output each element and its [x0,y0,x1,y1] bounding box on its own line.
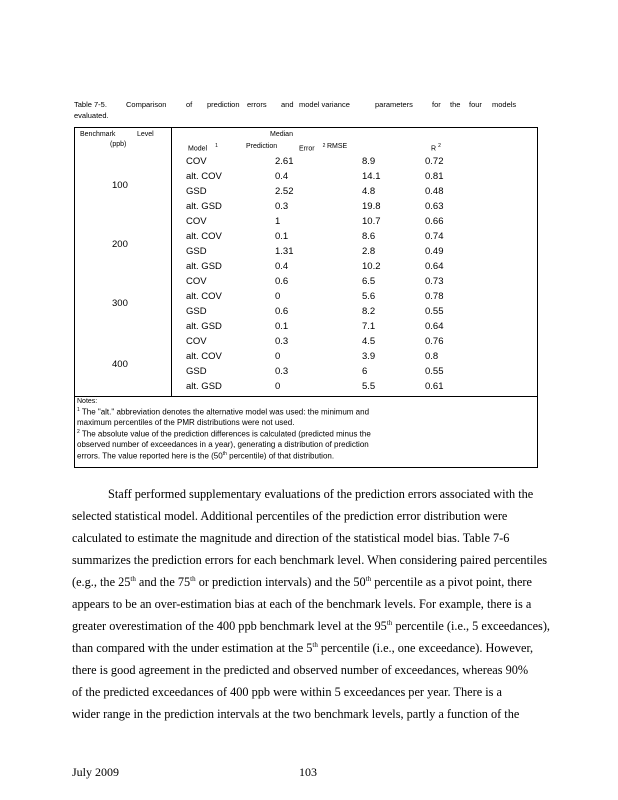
header-model: Model $^1$ [188,143,218,153]
cell-median: 0.3 [275,336,289,347]
cell-rmse: 5.5 [362,381,376,392]
cell-median: 0.6 [275,276,289,287]
header-prediction: Prediction [246,143,278,150]
level-200: 200 [112,239,128,250]
note-1-line-2: maximum percentiles of the PMR distributions were not used. [77,418,295,427]
footer-date: July 2009 [72,765,120,779]
cell-model: GSD [186,246,207,257]
cell-rmse: 10.7 [362,216,381,227]
header-level: Level [137,131,154,138]
body-line: summarizes the prediction errors for each benchmark level. When considering paired percentiles [72,553,548,567]
cell-r2: 0.81 [425,171,444,182]
cell-rmse: 2.8 [362,246,376,257]
caption-word: for [432,100,441,109]
cell-model: COV [186,336,207,347]
cell-model: GSD [186,366,207,377]
body-line: than compared with the under estimation at the 5th percentile (i.e., one exceedance). However, [72,641,534,656]
body-line: there is good agreement in the predicted and observed number of exceedances, whereas 90% [72,663,529,677]
cell-rmse: 19.8 [362,201,381,212]
cell-median: 2.52 [275,186,294,197]
cell-rmse: 14.1 [362,171,381,182]
cell-rmse: 6 [362,366,368,377]
caption-word: four [469,100,482,109]
level-100: 100 [112,180,128,191]
cell-model: alt. COV [186,231,222,242]
notes-title: Notes: [77,398,98,405]
cell-rmse: 5.6 [362,291,376,302]
header-rmse: RMSE [327,143,348,150]
header-r2: R $^2$ [431,143,441,153]
cell-r2: 0.55 [425,306,444,317]
cell-rmse: 8.9 [362,156,376,167]
caption-line-2: evaluated. [74,111,109,120]
cell-rmse: 3.9 [362,351,376,362]
cell-r2: 0.78 [425,291,444,302]
header-benchmark: Benchmark [80,131,116,138]
cell-r2: 0.74 [425,231,444,242]
cell-model: alt. COV [186,351,222,362]
cell-median: 0 [275,381,281,392]
body-line: greater overestimation of the 400 ppb benchmark level at the 95th percentile (i.e., 5 exceedances), [72,619,550,634]
header-model-sup: 1 [215,143,218,149]
page-number: 103 [299,765,317,779]
cell-median: 0.4 [275,171,289,182]
cell-model: alt. COV [186,291,222,302]
cell-r2: 0.64 [425,321,444,332]
header-error-sup: 2 [322,143,326,149]
cell-model: COV [186,276,207,287]
cell-r2: 0.49 [425,246,444,257]
body-line: of the predicted exceedances of 400 ppb were within 5 exceedances per year. There is a [72,685,502,699]
body-line: appears to be an over-estimation bias at each of the benchmark levels. For example, there is a [72,597,532,611]
cell-r2: 0.72 [425,156,444,167]
body-line: wider range in the prediction intervals at the two benchmark levels, partly a function of the [72,707,520,721]
caption-word: models [492,100,517,109]
cell-median: 0.1 [275,321,289,332]
cell-r2: 0.61 [425,381,444,392]
level-400: 400 [112,359,128,370]
cell-median: 0.4 [275,261,289,272]
cell-rmse: 8.6 [362,231,376,242]
body-line: (e.g., the 25th and the 75th or prediction intervals) and the 50th percentile as a pivot point, there [72,575,532,590]
cell-median: 0.6 [275,306,289,317]
body-sup: th [190,575,196,583]
cell-median: 0.3 [275,201,289,212]
prediction-errors-table [74,127,538,468]
note-2-number: 2 [77,429,80,435]
body-sup: th [130,575,136,583]
cell-model: alt. GSD [186,261,222,272]
cell-median: 1 [275,216,281,227]
cell-rmse: 6.5 [362,276,376,287]
cell-r2: 0.55 [425,366,444,377]
cell-model: COV [186,216,207,227]
cell-r2: 0.64 [425,261,444,272]
cell-r2: 0.48 [425,186,444,197]
cell-median: 1.31 [275,246,294,257]
cell-model: GSD [186,306,207,317]
body-line: selected statistical model. Additional percentiles of the prediction error distribution were [72,509,508,523]
note-1-number: 1 [77,407,80,413]
cell-r2: 0.8 [425,351,439,362]
cell-r2: 0.73 [425,276,444,287]
cell-median: 0.3 [275,366,289,377]
cell-model: alt. GSD [186,381,222,392]
cell-median: 2.61 [275,156,294,167]
body-line: calculated to estimate the magnitude and direction of the statistical model bias. Table 7-6 [72,531,510,545]
note-2-line-3: errors. The value reported here is the (50th percentile) of that distribution. [77,451,335,461]
note-2-sup: th [222,451,227,457]
cell-r2: 0.76 [425,336,444,347]
body-sup: th [365,575,372,583]
header-ppb: (ppb) [110,141,127,148]
caption-word: parameters [375,100,413,109]
body-sup: th [386,619,393,627]
caption-word: prediction [207,100,240,109]
cell-rmse: 7.1 [362,321,376,332]
body-line: Staff performed supplementary evaluations of the prediction errors associated with the [108,487,534,501]
cell-rmse: 4.8 [362,186,376,197]
cell-model: alt. COV [186,171,222,182]
cell-model: alt. GSD [186,321,222,332]
cell-model: COV [186,156,207,167]
note-2-line-2: observed number of exceedances in a year), generating a distribution of prediction [77,440,369,449]
note-2-line-1: $^2$ The absolute value of the prediction differences is calculated (predicted minus the [77,429,371,439]
cell-model: alt. GSD [186,201,222,212]
cell-rmse: 4.5 [362,336,376,347]
cell-r2: 0.66 [425,216,444,227]
cell-r2: 0.63 [425,201,444,212]
caption-table-label: Table 7-5. [74,100,107,109]
caption-word: of [186,100,193,109]
header-r2-sup: 2 [438,143,441,149]
caption-word: the [450,100,461,109]
notes-divider [75,396,537,397]
cell-rmse: 10.2 [362,261,381,272]
column-divider [171,128,172,396]
note-1-line-1: $^1$ The "alt." abbreviation denotes the alternative model was used: the minimum and [77,407,370,417]
cell-rmse: 8.2 [362,306,376,317]
cell-median: 0 [275,351,281,362]
caption-word: Comparison [126,100,167,109]
caption-word: and [281,100,294,109]
level-300: 300 [112,298,128,309]
header-error: Error $^2$ [299,143,326,153]
header-median: Median [270,131,293,138]
caption-word: model variance [299,100,350,109]
body-sup: th [312,641,318,649]
cell-median: 0.1 [275,231,289,242]
cell-model: GSD [186,186,207,197]
cell-median: 0 [275,291,281,302]
caption-word: errors [247,100,267,109]
